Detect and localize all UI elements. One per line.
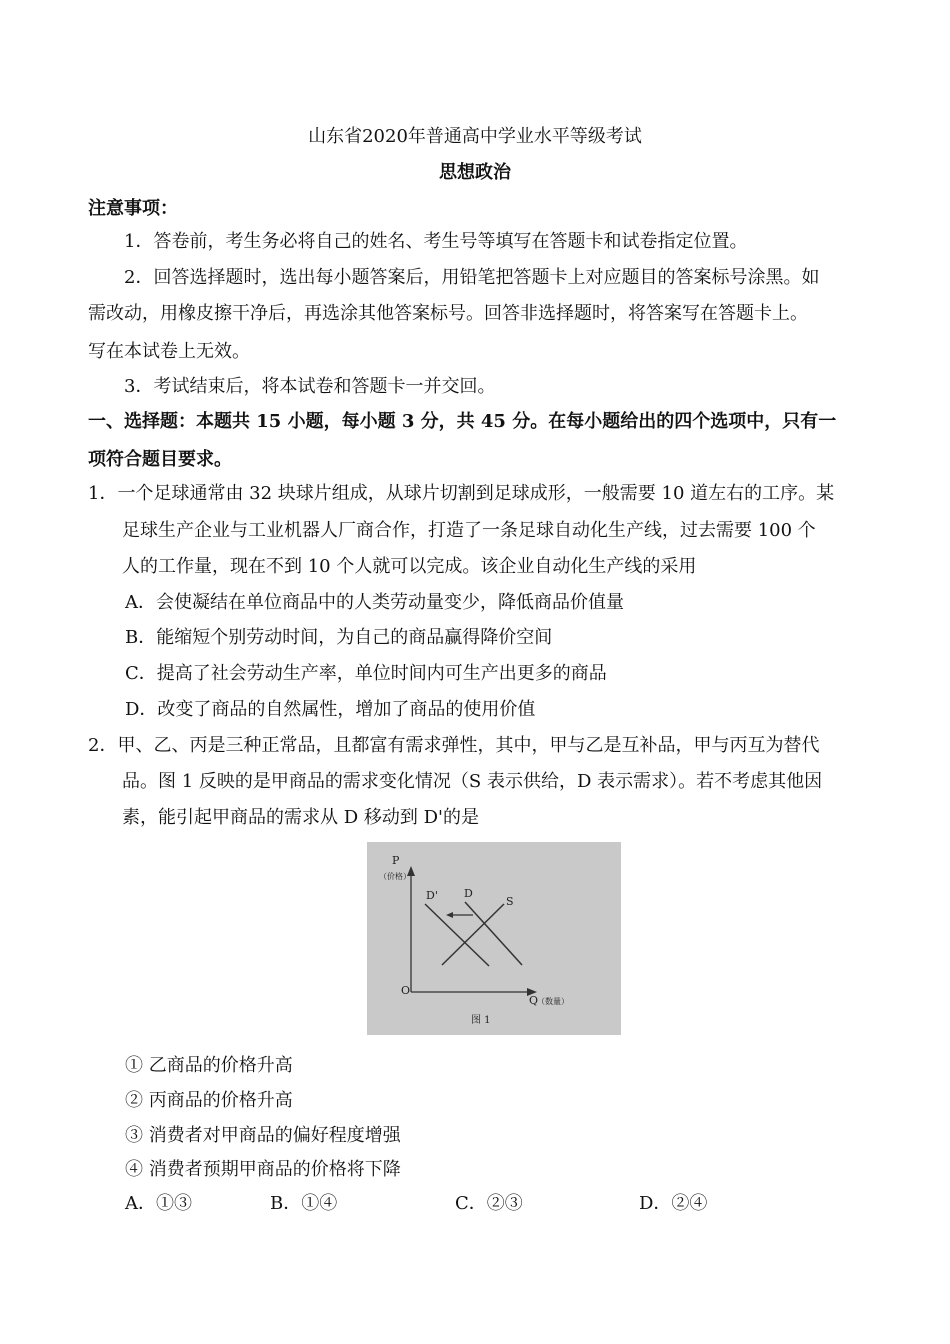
curve-label-s: S bbox=[506, 895, 514, 908]
notice-item-2-line-2: 需改动，用橡皮擦干净后，再选涂其他答案标号。回答非选择题时，将答案写在答题卡上。 bbox=[88, 303, 808, 324]
notice-item-2-line-3: 写在本试卷上无效。 bbox=[88, 341, 250, 362]
origin-label: O bbox=[401, 984, 411, 997]
question-1-line-1: 1．一个足球通常由 32 块球片组成，从球片切割到足球成形，一般需要 10 道左右的工序。某 bbox=[88, 483, 835, 504]
question-1-option-c: C．提高了社会劳动生产率，单位时间内可生产出更多的商品 bbox=[125, 663, 607, 684]
exam-subject: 思想政治 bbox=[439, 162, 511, 183]
notice-item-1: 1．答卷前，考生务必将自己的姓名、考生号等填写在答题卡和试卷指定位置。 bbox=[124, 231, 748, 252]
question-2-option-c: C．②③ bbox=[455, 1193, 523, 1214]
y-axis-unit: （价格） bbox=[379, 872, 411, 881]
figure-caption: 图 1 bbox=[471, 1015, 491, 1026]
notice-item-2-line-1: 2．回答选择题时，选出每小题答案后，用铅笔把答题卡上对应题目的答案标号涂黑。如 bbox=[124, 267, 820, 288]
question-1-option-a: A．会使凝结在单位商品中的人类劳动量变少，降低商品价值量 bbox=[125, 592, 624, 613]
x-axis-label: Q bbox=[529, 994, 539, 1007]
question-2-option-a: A．①③ bbox=[125, 1193, 192, 1214]
question-2-option-d: D．②④ bbox=[639, 1193, 708, 1214]
question-1-option-d: D．改变了商品的自然属性，增加了商品的使用价值 bbox=[125, 699, 536, 720]
exam-title: 山东省2020年普通高中学业水平等级考试 bbox=[308, 126, 642, 147]
supply-demand-graph bbox=[367, 842, 621, 1035]
question-2-statement-1: ① 乙商品的价格升高 bbox=[125, 1055, 293, 1076]
question-2-statement-2: ② 丙商品的价格升高 bbox=[125, 1090, 293, 1111]
y-axis-label: P bbox=[392, 854, 400, 867]
question-1-line-3: 人的工作量，现在不到 10 个人就可以完成。该企业自动化生产线的采用 bbox=[122, 556, 697, 577]
question-2-option-b: B．①④ bbox=[270, 1193, 338, 1214]
demand-curve-d-prime bbox=[425, 904, 489, 966]
shift-arrow-head bbox=[446, 912, 453, 918]
curve-label-d-prime: D' bbox=[426, 889, 438, 902]
question-2-statement-4: ④ 消费者预期甲商品的价格将下降 bbox=[125, 1159, 401, 1180]
question-2-line-3: 素，能引起甲商品的需求从 D 移动到 D'的是 bbox=[122, 807, 479, 828]
x-axis-unit: （数量） bbox=[537, 997, 569, 1006]
question-1-line-2: 足球生产企业与工业机器人厂商合作，打造了一条足球自动化生产线，过去需要 100 个 bbox=[122, 520, 816, 541]
question-2-line-2: 品。图 1 反映的是甲商品的需求变化情况（S 表示供给，D 表示需求）。若不考虑其他因 bbox=[122, 771, 823, 792]
question-2-line-1: 2．甲、乙、丙是三种正常品，且都富有需求弹性，其中，甲与乙是互补品，甲与丙互为替代 bbox=[88, 735, 820, 756]
question-2-statement-3: ③ 消费者对甲商品的偏好程度增强 bbox=[125, 1125, 401, 1146]
section-heading-line-1: 一、选择题：本题共 15 小题，每小题 3 分，共 45 分。在每小题给出的四个选项中，只有一 bbox=[88, 411, 837, 432]
curve-label-d: D bbox=[464, 887, 473, 900]
question-1-option-b: B．能缩短个别劳动时间，为自己的商品赢得降价空间 bbox=[125, 627, 553, 648]
supply-demand-figure bbox=[367, 842, 621, 1035]
section-heading-line-2: 项符合题目要求。 bbox=[88, 449, 232, 470]
notice-item-3: 3．考试结束后，将本试卷和答题卡一并交回。 bbox=[124, 376, 496, 397]
notice-heading: 注意事项： bbox=[88, 198, 178, 219]
